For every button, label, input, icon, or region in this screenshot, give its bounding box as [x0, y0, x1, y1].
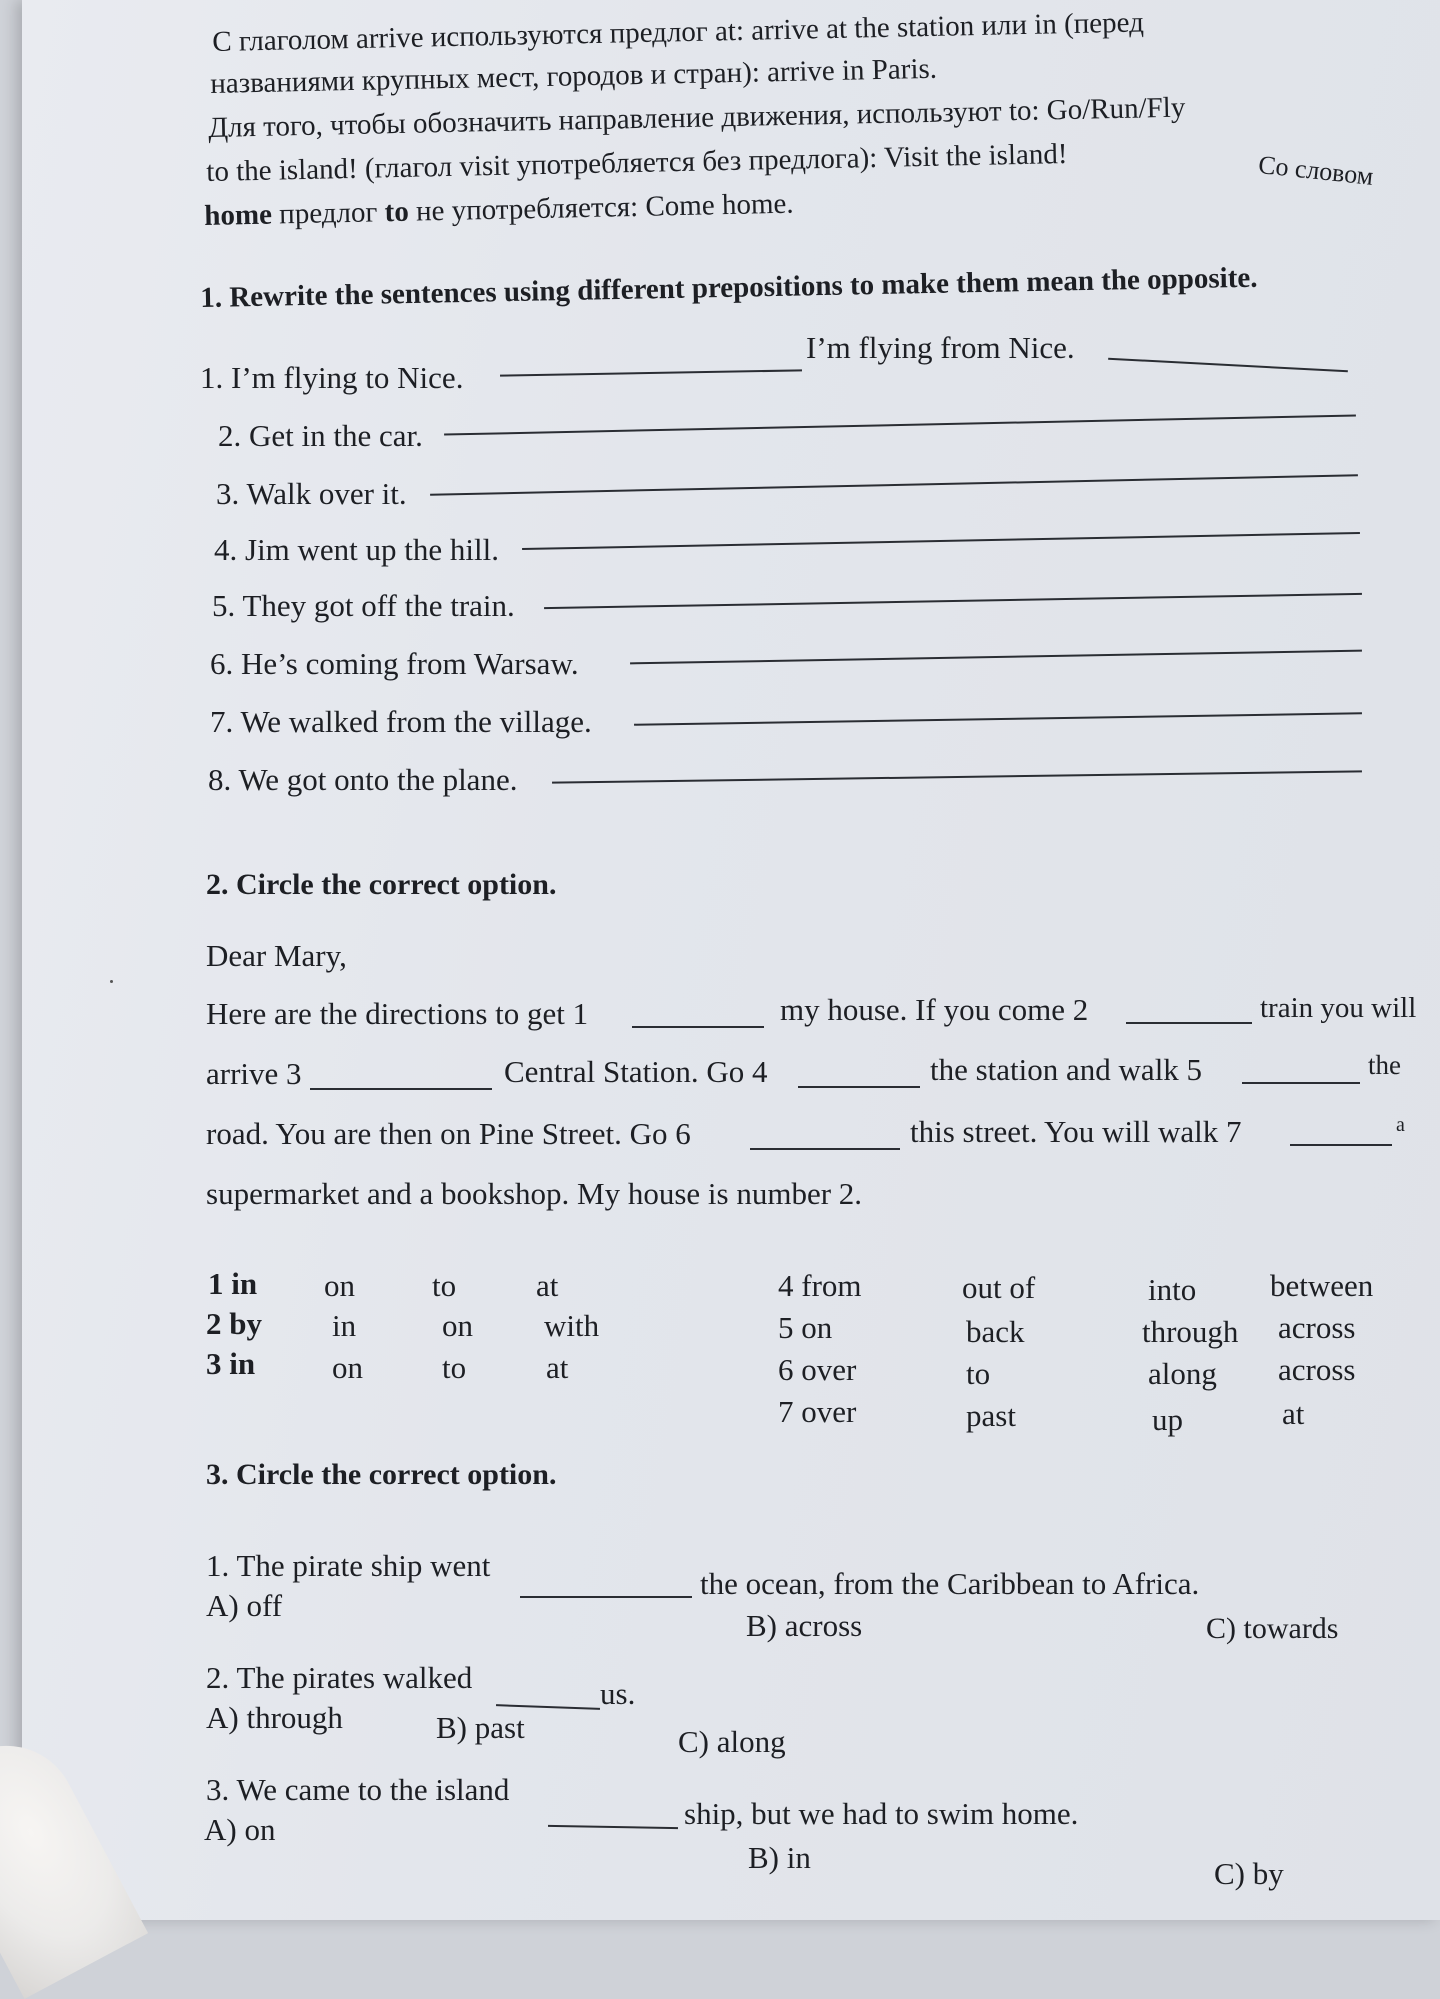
- ex2-option-4-c[interactable]: into: [1148, 1272, 1197, 1307]
- ex2-gap-7[interactable]: [1290, 1144, 1392, 1146]
- intro-line-5: [204, 188, 794, 233]
- ex1-answer-line-6[interactable]: [630, 650, 1362, 665]
- ex2-paragraph-3c: a: [1396, 1114, 1405, 1136]
- ex2-paragraph-2c: the station and walk 5: [930, 1052, 1203, 1087]
- ex2-option-7-b[interactable]: past: [966, 1398, 1016, 1433]
- intro-to-word: to: [384, 195, 410, 229]
- ex2-option-2-d[interactable]: with: [544, 1308, 600, 1343]
- ex2-option-3-label[interactable]: 3 in: [206, 1346, 256, 1381]
- ex2-paragraph-1a: Here are the directions to get 1: [206, 996, 589, 1031]
- ex3-q3-option-b[interactable]: B) in: [748, 1840, 811, 1875]
- ex3-q1-rest: the ocean, from the Caribbean to Africa.: [700, 1566, 1200, 1601]
- ex2-option-4-b[interactable]: out of: [962, 1270, 1036, 1305]
- ex3-q3-option-a[interactable]: A) on: [204, 1812, 276, 1847]
- ex2-option-2-label[interactable]: 2 by: [206, 1306, 262, 1341]
- ex2-option-5-b[interactable]: back: [966, 1314, 1025, 1349]
- ex1-item-2: 2. Get in the car.: [218, 418, 423, 453]
- ex2-paragraph-2d: the: [1368, 1050, 1401, 1080]
- stray-mark: [110, 980, 113, 983]
- ex3-q1-option-b[interactable]: B) across: [746, 1608, 863, 1643]
- ex3-q3-rest: ship, but we had to swim home.: [684, 1796, 1079, 1831]
- ex1-item-6: 6. He’s coming from Warsaw.: [210, 646, 579, 681]
- ex1-answer-line-7[interactable]: [634, 712, 1362, 725]
- intro-line-5-part-d: не употребляется: Come home.: [408, 187, 794, 228]
- ex2-greeting: Dear Mary,: [206, 938, 347, 973]
- ex2-option-1-b[interactable]: on: [324, 1268, 355, 1303]
- ex3-q2-option-b[interactable]: B) past: [436, 1710, 525, 1745]
- intro-line-3: Для того, чтобы обозначить направление движения, используют to: Go/Run/Fly: [208, 91, 1186, 144]
- ex1-answer-line-8[interactable]: [552, 770, 1362, 783]
- ex2-paragraph-1c: train you will: [1260, 992, 1417, 1024]
- ex2-option-5-c[interactable]: through: [1142, 1314, 1239, 1349]
- ex3-q1-option-c[interactable]: C) towards: [1206, 1612, 1339, 1645]
- ex1-answer-line-4[interactable]: [522, 532, 1360, 550]
- worksheet-content: [22, 0, 1440, 1920]
- ex2-option-3-c[interactable]: to: [442, 1350, 467, 1385]
- ex3-q2-option-c[interactable]: C) along: [678, 1724, 786, 1759]
- exercise-3-heading: 3. Circle the correct option.: [206, 1458, 557, 1491]
- ex3-q2-rest: us.: [600, 1676, 636, 1711]
- ex2-paragraph-1b: my house. If you come 2: [780, 992, 1089, 1027]
- ex2-gap-4[interactable]: [798, 1086, 920, 1088]
- ex3-q2-stem: 2. The pirates walked: [206, 1660, 473, 1695]
- ex2-option-6-b[interactable]: to: [966, 1356, 991, 1391]
- ex2-option-1-d[interactable]: at: [536, 1268, 559, 1303]
- ex2-option-5-d[interactable]: across: [1278, 1310, 1356, 1345]
- intro-line-4: to the island! (глагол visit употребляется без предлога): Visit the island!: [206, 137, 1068, 188]
- ex3-q3-option-c[interactable]: C) by: [1214, 1856, 1284, 1891]
- ex1-item-5: 5. They got off the train.: [212, 588, 515, 623]
- ex3-q3-stem: 3. We came to the island: [206, 1772, 510, 1807]
- ex2-paragraph-3a: road. You are then on Pine Street. Go 6: [206, 1116, 691, 1151]
- ex2-option-7-label[interactable]: 7 over: [778, 1394, 857, 1429]
- ex2-option-2-b[interactable]: in: [332, 1308, 357, 1343]
- ex1-answer-line-2[interactable]: [444, 414, 1356, 435]
- ex1-answer-line-5[interactable]: [544, 593, 1362, 609]
- ex2-gap-6[interactable]: [750, 1148, 900, 1150]
- ex2-option-1-label[interactable]: 1 in: [208, 1266, 258, 1301]
- ex2-paragraph-2b: Central Station. Go 4: [504, 1054, 768, 1089]
- ex2-gap-2[interactable]: [1126, 1022, 1252, 1024]
- ex2-option-6-d[interactable]: across: [1278, 1352, 1356, 1387]
- ex1-item-8: 8. We got onto the plane.: [208, 762, 518, 797]
- ex3-q1-option-a[interactable]: A) off: [206, 1588, 283, 1623]
- ex1-item-7: 7. We walked from the village.: [210, 704, 592, 739]
- intro-line-4-tail: Со словом: [1256, 150, 1375, 191]
- exercise-2-heading: 2. Circle the correct option.: [206, 868, 557, 901]
- ex3-q3-gap[interactable]: [548, 1825, 678, 1829]
- ex2-option-3-b[interactable]: on: [332, 1350, 363, 1385]
- ex2-gap-5[interactable]: [1242, 1082, 1360, 1084]
- ex2-paragraph-2a: arrive 3: [206, 1056, 302, 1091]
- intro-line-5-part-b: предлог: [271, 196, 385, 231]
- ex2-option-1-c[interactable]: to: [432, 1268, 457, 1303]
- ex2-gap-1[interactable]: [632, 1026, 764, 1028]
- ex3-q1-stem: 1. The pirate ship went: [206, 1548, 491, 1583]
- ex1-answer-line-3[interactable]: [430, 474, 1358, 495]
- intro-line-1: С глаголом arrive используются предлог at: arrive at the station или in (перед: [212, 6, 1145, 58]
- ex2-option-5-label[interactable]: 5 on: [778, 1310, 833, 1345]
- ex2-option-6-label[interactable]: 6 over: [778, 1352, 857, 1387]
- ex3-q1-gap[interactable]: [520, 1596, 692, 1598]
- ex1-item-4: 4. Jim went up the hill.: [214, 532, 500, 567]
- ex1-answer-line-1b[interactable]: [1108, 358, 1348, 373]
- ex2-gap-3[interactable]: [310, 1088, 492, 1090]
- ex3-q2-option-a[interactable]: A) through: [206, 1700, 343, 1735]
- ex1-example-answer: I’m flying from Nice.: [806, 330, 1075, 365]
- ex2-paragraph-4: supermarket and a bookshop. My house is number 2.: [206, 1176, 863, 1211]
- ex2-option-7-c[interactable]: up: [1152, 1402, 1183, 1437]
- intro-home-word: home: [204, 198, 273, 232]
- ex2-option-3-d[interactable]: at: [546, 1350, 569, 1385]
- ex2-option-2-c[interactable]: on: [442, 1308, 473, 1343]
- ex1-answer-line-1a[interactable]: [500, 369, 802, 376]
- ex2-option-4-label[interactable]: 4 from: [778, 1268, 862, 1303]
- ex2-option-4-d[interactable]: between: [1270, 1268, 1374, 1303]
- ex1-item-3: 3. Walk over it.: [216, 476, 407, 511]
- worksheet-page: [22, 0, 1440, 1920]
- ex2-option-7-d[interactable]: at: [1282, 1396, 1305, 1431]
- ex3-q2-gap[interactable]: [496, 1704, 600, 1710]
- ex2-paragraph-3b: this street. You will walk 7: [910, 1114, 1242, 1149]
- ex2-option-6-c[interactable]: along: [1148, 1356, 1217, 1391]
- intro-line-2: названиями крупных мест, городов и стран): arrive in Paris.: [210, 52, 938, 100]
- ex1-item-1: 1. I’m flying to Nice.: [200, 360, 464, 395]
- exercise-1-heading: 1. Rewrite the sentences using different prepositions to make them mean the opposite.: [200, 261, 1258, 314]
